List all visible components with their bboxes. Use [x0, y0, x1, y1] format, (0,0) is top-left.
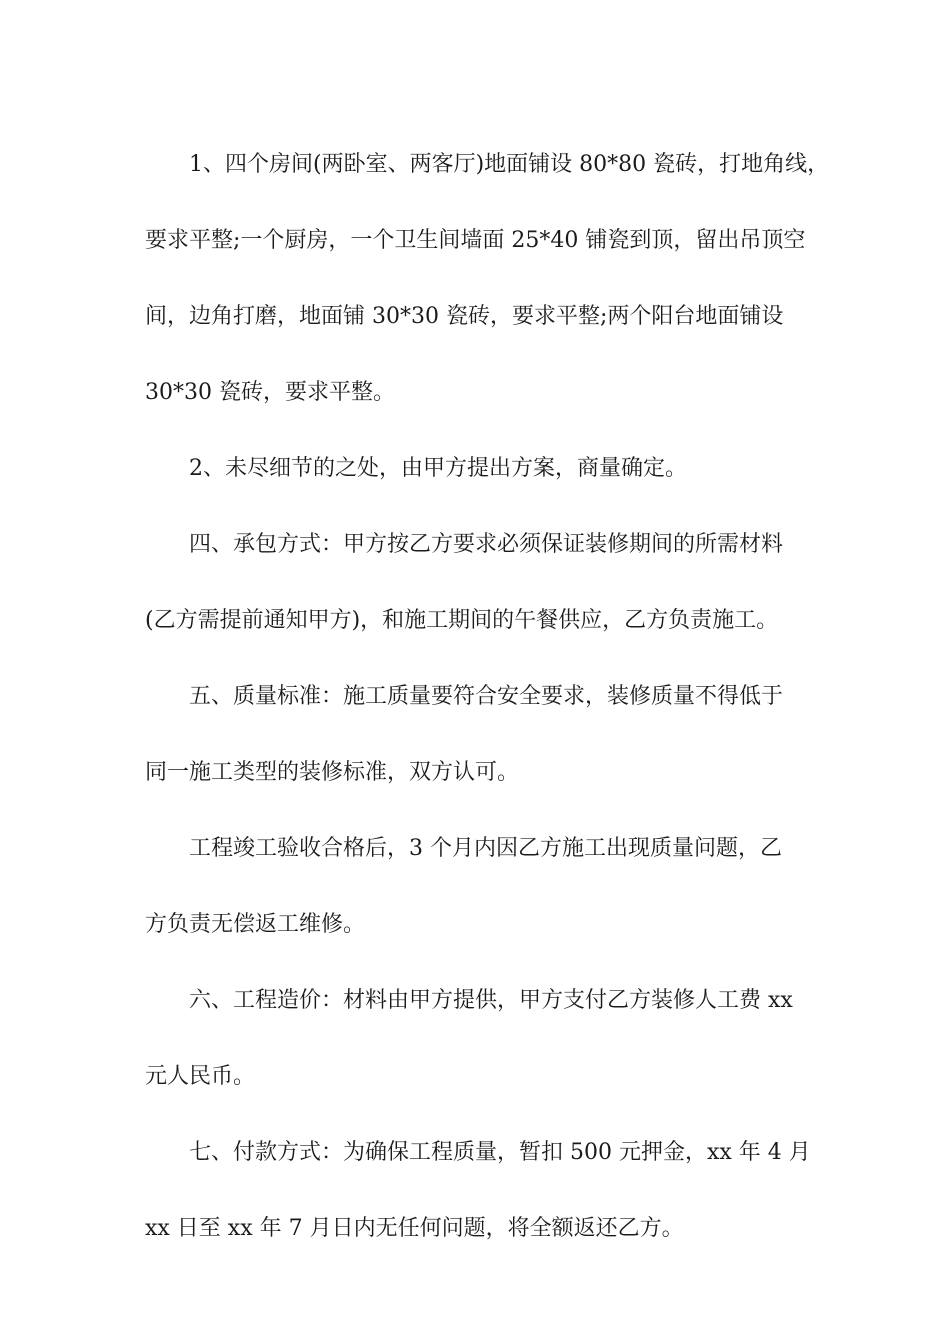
text-line: 元人民币。: [145, 1064, 256, 1089]
text-line: xx 日至 xx 年 7 月日内无任何问题，将全额返还乙方。: [145, 1216, 684, 1241]
text-line: 六、工程造价：材料由甲方提供，甲方支付乙方装修人工费 xx: [189, 988, 793, 1013]
text-line: 同一施工类型的装修标准，双方认可。: [145, 760, 520, 785]
text-line: 五、质量标准：施工质量要符合安全要求，装修质量不得低于: [189, 684, 784, 709]
text-line: 30*30 瓷砖，要求平整。: [145, 380, 395, 405]
text-line: (乙方需提前通知甲方)，和施工期间的午餐供应，乙方负责施工。: [145, 608, 779, 633]
text-line: 2、未尽细节的之处，由甲方提出方案，商量确定。: [189, 456, 687, 481]
text-line: 七、付款方式：为确保工程质量，暂扣 500 元押金，xx 年 4 月: [189, 1140, 811, 1165]
text-line: 间，边角打磨，地面铺 30*30 瓷砖，要求平整;两个阳台地面铺设: [145, 304, 784, 329]
text-line: 四、承包方式：甲方按乙方要求必须保证装修期间的所需材料: [189, 532, 784, 557]
text-line: 要求平整;一个厨房，一个卫生间墙面 25*40 铺瓷到顶，留出吊顶空: [145, 228, 806, 253]
document-body: [145, 127, 830, 1267]
text-line: 方负责无偿返工维修。: [145, 912, 366, 937]
text-line: 工程竣工验收合格后，3 个月内因乙方施工出现质量问题，乙: [189, 836, 782, 861]
text-line: 1、四个房间(两卧室、两客厅)地面铺设 80*80 瓷砖，打地角线，: [189, 152, 830, 177]
